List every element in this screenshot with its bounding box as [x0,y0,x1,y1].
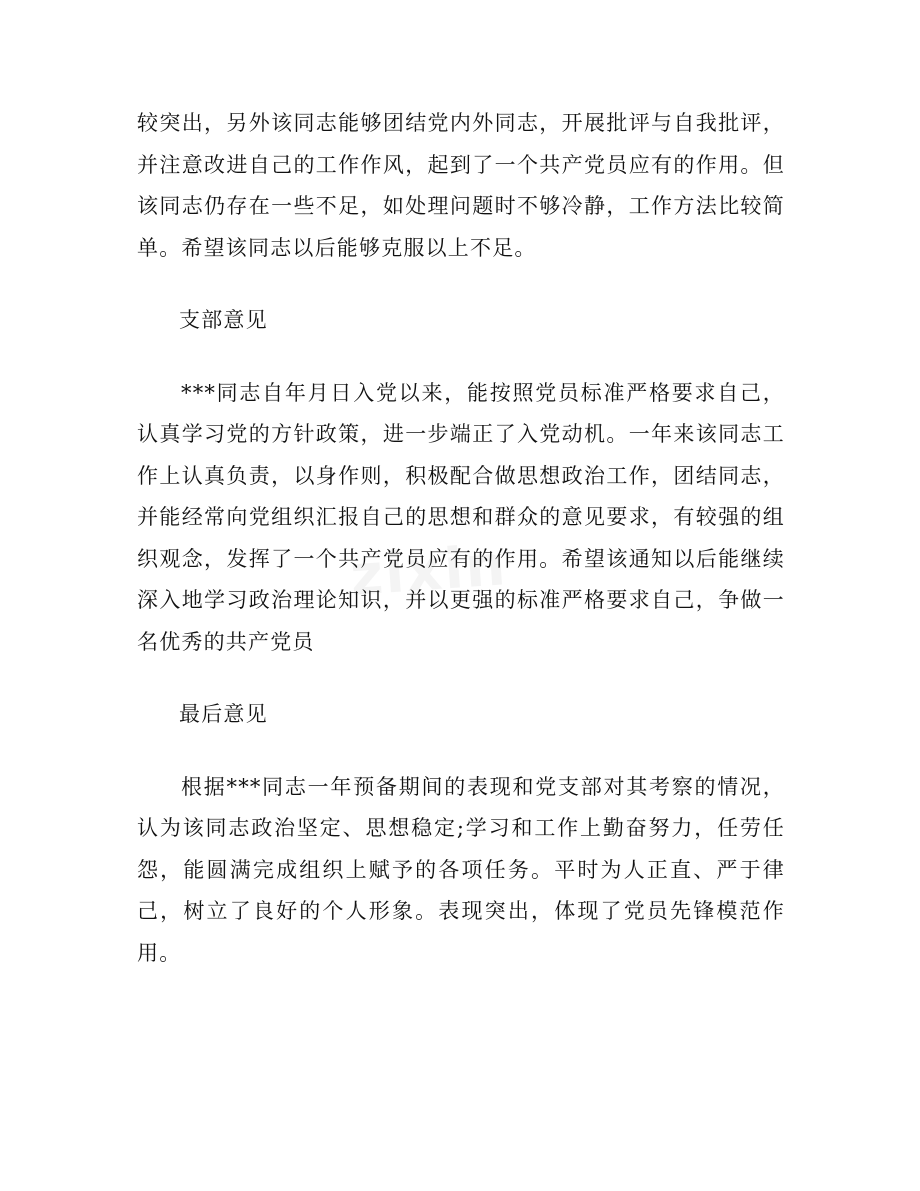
document-body [137,103,785,974]
spacer [137,736,785,767]
spacer [137,269,785,300]
spacer [137,663,785,694]
section-body-branch-opinion: ***同志自年月日入党以来，能按照党员标准严格要求自己，认真学习党的方针政策，进一步端正了入党动机。一年来该同志工作上认真负责，以身作则，积极配合做思想政治工作，团结同志，并能经常向党组织汇报自己的思想和群众的意见要求，有较强的组织观念，发挥了一个共产党员应有的作用。希望该通知以后能继续深入地学习政治理论知识，并以更强的标准严格要求自己，争做一名优秀的共产党员 [137,380,785,654]
spacer [137,342,785,373]
section-heading-final-opinion: 最后意见 [179,702,268,726]
section-heading-branch-opinion: 支部意见 [179,308,268,332]
intro-paragraph: 较突出，另外该同志能够团结党内外同志，开展批评与自我批评，并注意改进自己的工作作风，起到了一个共产党员应有的作用。但该同志仍存在一些不足，如处理问题时不够冷静，工作方法比较简单。希望该同志以后能够克服以上不足。 [137,111,785,260]
section-body-final-opinion: 根据***同志一年预备期间的表现和党支部对其考察的情况，认为该同志政治坚定、思想稳定;学习和工作上勤奋努力，任劳任怨，能圆满完成组织上赋予的各项任务。平时为人正直、严于律己，树立了良好的个人形象。表现突出，体现了党员先锋模范作用。 [137,774,785,965]
